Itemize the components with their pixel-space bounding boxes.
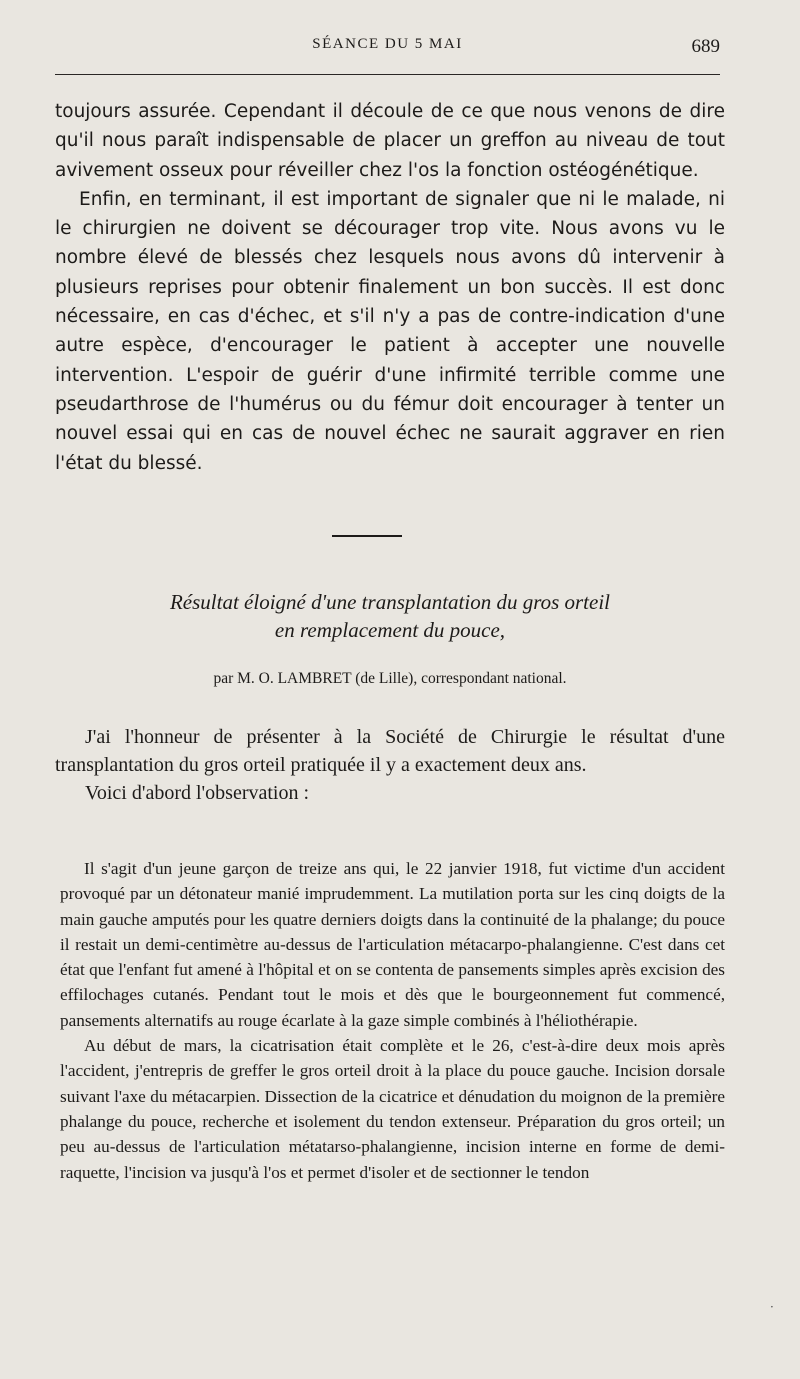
observation-text: [60, 856, 725, 1185]
page-number: 689: [691, 36, 720, 57]
running-title: SÉANCE DU 5 MAI: [312, 36, 463, 52]
section-divider: [332, 535, 402, 537]
paragraph: J'ai l'honneur de présenter à la Société de Chirurgie le résultat d'une transplantation du gros orteil pratiquée il y a exactement deux ans.: [55, 726, 725, 776]
article-title-line: en remplacement du pouce,: [274, 618, 506, 642]
article-title: [55, 588, 725, 644]
paragraph: Voici d'abord l'observation :: [85, 782, 310, 804]
paragraph: Enfin, en terminant, il est important de signaler que ni le malade, ni le chirurgien ne doivent se décourager trop vite. Nous avons vu le nombre élevé de blessés chez lesquels nous avons dû intervenir à plusieurs reprises pour obtenir finalement un bon succès. Il est donc nécessaire, en cas d'échec, et s'il n'y a pas de contre-indication d'une autre espèce, d'encourager le patient à accepter une nouvelle intervention. L'espoir de guérir d'une infirmité terrible comme une pseudarthrose de l'humérus ou du fémur doit encourager à tenter un nouvel essai qui en cas de nouvel échec ne saurait aggraver en rien l'état du blessé.: [55, 188, 725, 474]
paragraph: toujours assurée. Cependant il découle de ce que nous venons de dire qu'il nous paraît indispensable de placer un greffon au niveau de tout avivement osseux pour réveiller chez l'os la fonction ostéogénétique.: [55, 101, 725, 181]
header-rule: [55, 74, 720, 75]
article-title-line: Résultat éloigné d'une transplantation du gros orteil: [169, 590, 611, 614]
running-head: [55, 36, 720, 60]
byline: par M. O. LAMBRET (de Lille), correspondant national.: [213, 670, 567, 687]
paragraph: Il s'agit d'un jeune garçon de treize ans qui, le 22 janvier 1918, fut victime d'un accident provoqué par un détonateur manié imprudemment. La mutilation porta sur les cinq doigts de la main gauche amputés pour les quatre derniers doigts dans la continuité de la phalange; du pouce il restait un demi-centimètre au-dessus de l'articulation métacarpo-phalangienne. C'est dans cet état que l'enfant fut amené à l'hôpital et on se contenta de pansements simples après excision des effilochages cutanés. Pendant tout le mois et dès que le bourgeonnement fut commencé, pansements alternatifs au rouge écarlate à la gaze simple combinés à l'héliothérapie.: [60, 859, 725, 1030]
article-intro: [55, 723, 725, 807]
paragraph: Au début de mars, la cicatrisation était complète et le 26, c'est-à-dire deux mois après l'accident, j'entrepris de greffer le gros orteil droit à la place du pouce gauche. Incision dorsale suivant l'axe du métacarpien. Dissection de la cicatrice et dénudation du moignon de la première phalange du pouce, recherche et isolement du tendon extenseur. Préparation du gros orteil; un peu au-dessus de l'articulation métatarso-phalangienne, incision interne en forme de demi-raquette, l'incision va jusqu'à l'os et permet d'isoler et de sectionner le tendon: [60, 1036, 725, 1182]
previous-article-text: [55, 97, 725, 478]
print-speck: ·: [770, 1300, 774, 1314]
